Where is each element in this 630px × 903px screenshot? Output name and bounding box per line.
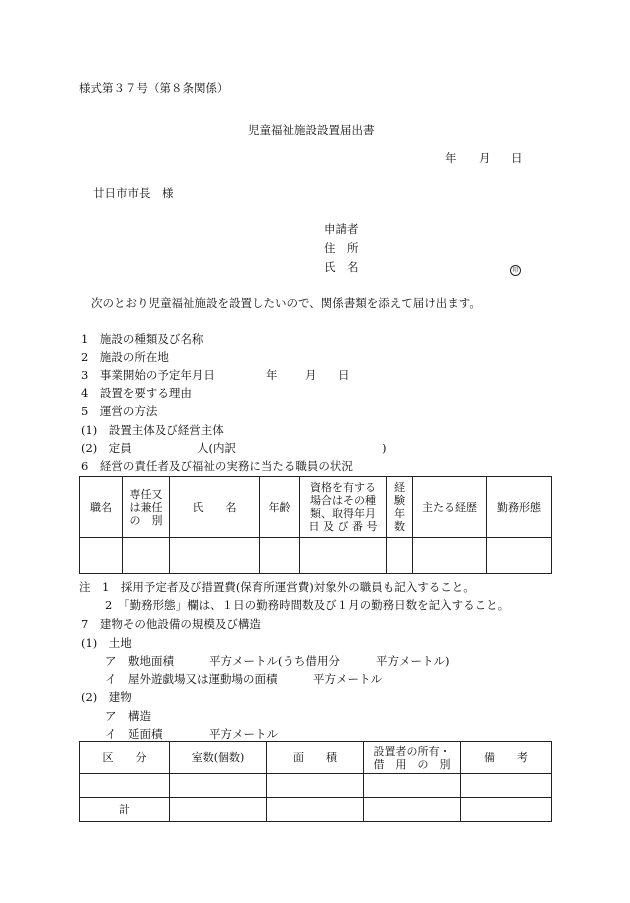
- item-5-2: (2) 定員: [81, 441, 132, 455]
- header-person-name: 氏 名: [170, 477, 260, 538]
- cell-empty[interactable]: [170, 774, 267, 798]
- cell-empty[interactable]: [364, 774, 461, 798]
- cell-empty[interactable]: [80, 774, 170, 798]
- item-5-1: (1) 設置主体及び経営主体: [81, 423, 224, 437]
- land-playground-area: イ 屋外遊戯場又は運動場の面積: [105, 672, 278, 686]
- cell-empty[interactable]: [364, 798, 461, 822]
- item-3: 3 事業開始の予定年月日: [81, 368, 215, 382]
- header-area: 面 積: [267, 742, 364, 774]
- land-playground-unit: 平方メートル: [313, 672, 382, 686]
- applicant-name-label: 氏 名: [324, 260, 359, 274]
- staff-table: [79, 476, 552, 574]
- header-age: 年齢: [260, 477, 300, 538]
- building-floor-area: イ 延面積: [105, 727, 163, 741]
- cell-empty[interactable]: [461, 774, 552, 798]
- item-3-month: 月: [305, 368, 317, 382]
- building-floor-area-unit: 平方メートル: [209, 727, 278, 741]
- note-2: 2 「勤務形態」欄は、１日の勤務時間数及び１月の勤務日数を記入すること。: [105, 598, 510, 612]
- item-5-2-close: ): [382, 441, 387, 455]
- seal-mark: [510, 261, 521, 276]
- addressee: 廿日市市長 様: [93, 186, 174, 200]
- building-header-row: [80, 742, 552, 774]
- header-rooms: 室数(個数): [170, 742, 267, 774]
- item-7: 7 建物その他設備の規模及び構造: [81, 617, 261, 631]
- cell-empty[interactable]: [80, 538, 123, 574]
- date-year: 年: [445, 151, 457, 165]
- cell-empty[interactable]: [300, 538, 387, 574]
- building-empty-row: [80, 774, 552, 798]
- header-category: 区 分: [80, 742, 170, 774]
- header-career: 主たる経歴: [413, 477, 487, 538]
- cell-empty[interactable]: [123, 538, 170, 574]
- note-1: 注 1 採用予定者及び措置費(保育所運営費)対象外の職員も記入すること。: [79, 580, 475, 594]
- seal-icon: 印: [510, 265, 521, 276]
- item-1: 1 施設の種類及び名称: [81, 332, 204, 346]
- date-month: 月: [479, 151, 491, 165]
- building-table: [79, 741, 552, 822]
- cell-empty[interactable]: [487, 538, 552, 574]
- cell-empty[interactable]: [170, 538, 260, 574]
- header-job-title: 職名: [80, 477, 123, 538]
- land-heading: (1) 土地: [81, 636, 132, 650]
- cell-empty[interactable]: [413, 538, 487, 574]
- cell-empty[interactable]: [461, 798, 552, 822]
- cell-empty[interactable]: [260, 538, 300, 574]
- cell-empty[interactable]: [267, 774, 364, 798]
- item-5-2-breakdown: 人(内訳: [197, 441, 236, 455]
- document-title: 児童福祉施設設置届出書: [248, 123, 375, 137]
- header-ownership: 設置者の所有・ 借 用 の 別: [364, 742, 461, 774]
- item-5: 5 運営の方法: [81, 404, 158, 418]
- item-6: 6 経営の責任者及び福祉の実務に当たる職員の状況: [81, 459, 353, 473]
- land-site-area-unit: 平方メートル(うち借用分: [209, 654, 340, 668]
- date-day: 日: [511, 151, 523, 165]
- building-total-row: [80, 798, 552, 822]
- cell-empty[interactable]: [387, 538, 413, 574]
- form-number: 様式第３７号（第８条関係）: [79, 81, 229, 95]
- staff-header-row: [80, 477, 552, 538]
- intro-text: 次のとおり児童福祉施設を設置したいので、関係書類を添えて届け出ます。: [91, 296, 481, 310]
- land-site-area-unit2: 平方メートル): [376, 654, 450, 668]
- item-3-year: 年: [266, 368, 278, 382]
- staff-empty-row: [80, 538, 552, 574]
- item-3-day: 日: [338, 368, 350, 382]
- header-work-pattern: 勤務形態: [487, 477, 552, 538]
- item-2: 2 施設の所在地: [81, 350, 169, 364]
- header-remarks: 備 考: [461, 742, 552, 774]
- applicant-label: 申請者: [324, 222, 359, 236]
- total-label: 計: [80, 798, 170, 822]
- header-years-experience: 経 験 年 数: [387, 477, 413, 538]
- item-4: 4 設置を要する理由: [81, 386, 192, 400]
- building-heading: (2) 建物: [81, 690, 132, 704]
- cell-empty[interactable]: [170, 798, 267, 822]
- building-structure: ア 構造: [105, 709, 151, 723]
- land-site-area: ア 敷地面積: [105, 654, 174, 668]
- cell-empty[interactable]: [267, 798, 364, 822]
- header-full-or-part-time: 専任又 は兼任 の 別: [123, 477, 170, 538]
- header-qualification: 資格を有する 場合はその種 類、取得年月 日 及 び 番 号: [300, 477, 387, 538]
- applicant-address-label: 住 所: [324, 241, 359, 255]
